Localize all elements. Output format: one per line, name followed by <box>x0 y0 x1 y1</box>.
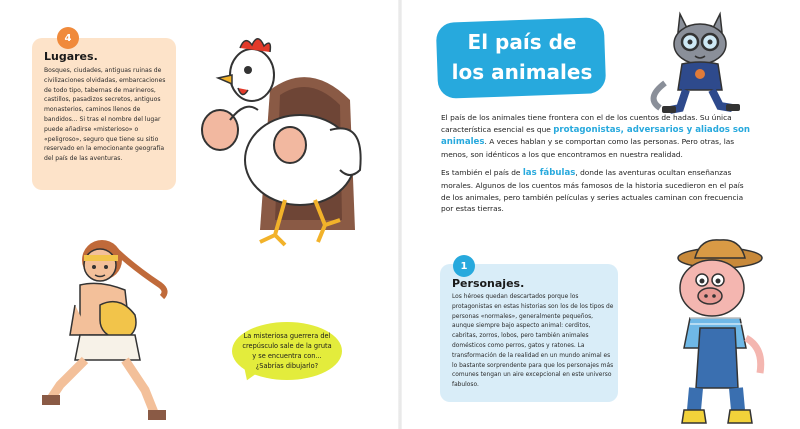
highlight-protagonistas: protagonistas, adversarios y aliados son animales <box>441 124 751 148</box>
paragraph-1-part-2: . A veces hablan y se comportan como las personas. Pero otras, las menos, son idénticos a los que encontramos en nuestra realidad. <box>441 137 735 159</box>
page-title <box>446 27 598 87</box>
paragraph-1 <box>441 112 753 160</box>
personajes-text: Los héroes quedan descartados porque los protagonistas en estas historias son los de los tipos de personas «normales», generalmente pequeños, aunque siempre bajo aspecto animal: cerditos, cabritas, zorros, lobos, pero también animales domésticos como perros, gatos y ratones. La transformación de la realidad en un mundo animal es lo bastante sorprendente para que los personajes más comunes tengan un aire excepcional en este universo fabuloso. <box>452 294 614 389</box>
lugares-text: Bosques, ciudades, antiguas ruinas de civilizaciones olvidadas, embarcaciones de todo tipo, tabernas de marineros, castillos, pasadizos secretos, antiguos monasterios, caminos llenos de bandidos... Si tras el nombre del lugar puede añadirse «misterioso» o «peligroso», seguro que tiene su sitio reservado en la emocionante geografía del país de las aventuras. <box>44 67 166 163</box>
paragraph-1-part-1: El país de los animales tiene frontera con el de los cuentos de hadas. Su única característica esencial es que <box>441 113 732 134</box>
title-line-1: El país de <box>467 30 577 54</box>
paragraph-2-part-2: , donde las aventuras ocultan enseñanzas morales. Algunos de los cuentos más famosos de la historia sucedieron en el país de los animales, pero también películas y series actuales caminan con frecuencia por estas tierras. <box>441 168 744 214</box>
lugares-title: Lugares. <box>44 50 98 63</box>
bubble-text: La misteriosa guerrera del crepúsculo sale de la gruta y se encuentra con... ¿Sabrías dibujarlo? <box>242 332 332 370</box>
warrior-girl-icon <box>40 225 180 425</box>
highlight-fabulas: las fábulas <box>522 168 576 179</box>
book-gutter <box>398 0 402 429</box>
cat-with-glasses-icon <box>650 8 750 118</box>
pig-farmer-icon <box>660 238 780 428</box>
muscular-hen-icon <box>190 20 370 250</box>
personajes-title: Personajes. <box>452 277 525 290</box>
title-line-2: los animales <box>451 60 593 84</box>
main-text <box>441 112 753 222</box>
section-number-badge: 1 <box>453 255 475 277</box>
section-number-badge: 4 <box>57 27 79 49</box>
paragraph-2-part-1: Es también el país de <box>441 168 523 178</box>
paragraph-2 <box>441 167 753 214</box>
